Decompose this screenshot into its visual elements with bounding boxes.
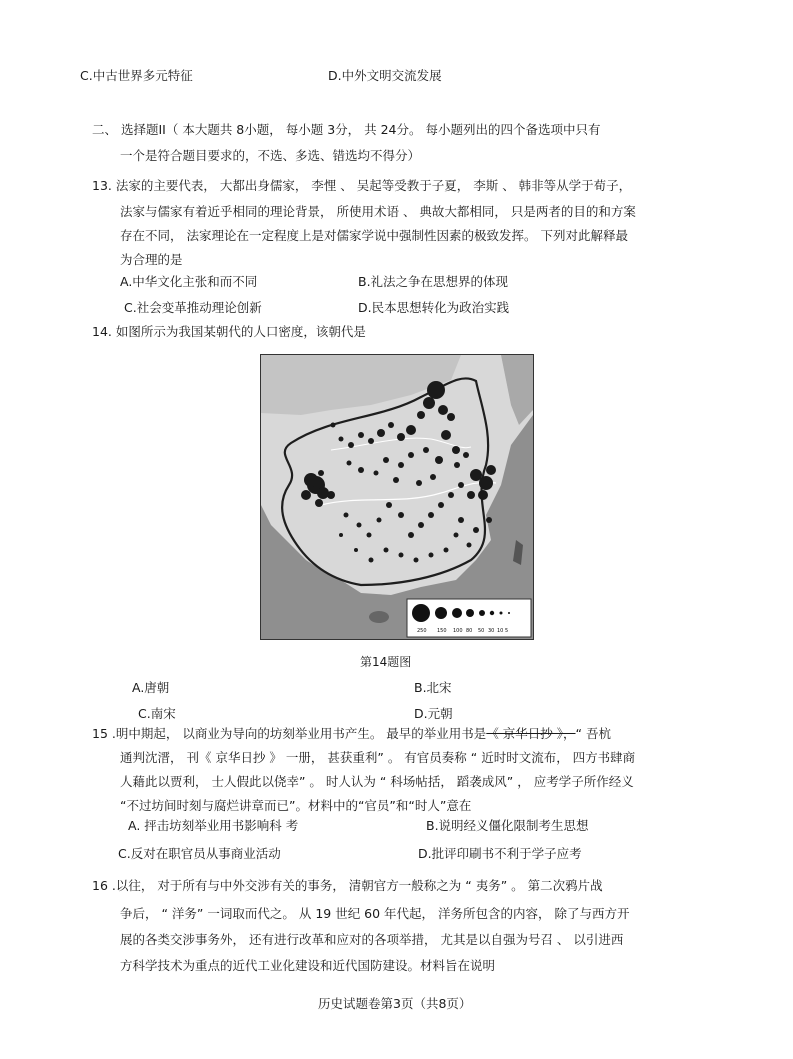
population-dot — [417, 411, 425, 419]
legend-dot — [490, 611, 494, 615]
legend-label: 50 — [478, 628, 485, 634]
population-dot — [384, 548, 389, 553]
q13-stem-line: 法家与儒家有着近乎相同的理论背景， 所使用术语 、 典故大都相同， 只是两者的目的和方案 — [120, 204, 636, 219]
population-dot — [429, 553, 434, 558]
section-heading: 二、 选择题II（ 本大题共 8小题， 每小题 3分， 共 24分。 每小题列出的四个备选项中只有 — [92, 122, 601, 137]
population-dot — [427, 381, 445, 399]
q13-option-a: A.中华文化主张和而不同 — [120, 274, 258, 289]
population-dot — [428, 512, 434, 518]
population-dot — [408, 452, 414, 458]
page-footer: 历史试题卷第3页（共8页） — [318, 996, 472, 1011]
population-dot — [347, 461, 352, 466]
legend-dot — [435, 607, 447, 619]
population-dot — [331, 423, 336, 428]
legend-label: 150 — [437, 628, 447, 634]
figure-caption: 第14题图 — [360, 655, 412, 669]
q16-stem-line: 展的各类交涉事务外， 还有进行改革和应对的各项举措， 尤其是以自强为号召 、 以引进西 — [120, 932, 624, 947]
population-dot — [318, 470, 324, 476]
population-dot — [479, 476, 493, 490]
q15-stem-line — [92, 726, 611, 742]
population-dot — [354, 548, 358, 552]
population-dot — [399, 553, 404, 558]
population-dot — [339, 533, 343, 537]
population-dot — [327, 491, 335, 499]
legend-dot — [452, 608, 462, 618]
population-dot — [430, 474, 436, 480]
legend-label: 80 — [466, 628, 473, 634]
population-dot — [386, 502, 392, 508]
legend-dot — [508, 612, 510, 614]
population-dot — [368, 438, 374, 444]
population-dot — [317, 487, 329, 499]
population-dot — [454, 533, 459, 538]
q15-option-d: D.批评印刷书不利于学子应考 — [418, 846, 582, 861]
population-dot — [447, 413, 455, 421]
population-dot — [408, 532, 414, 538]
q15-option-b: B.说明经义僵化限制考生思想 — [426, 818, 589, 833]
population-dot — [377, 429, 385, 437]
q14-option-c: C.南宋 — [138, 706, 176, 721]
legend-label: 30 — [488, 628, 495, 634]
population-dot — [344, 513, 349, 518]
q15-option-a: A. 抨击坊刻举业用书影响科 考 — [128, 818, 299, 833]
q13-option-d: D.民本思想转化为政治实践 — [358, 300, 510, 315]
population-dot — [438, 502, 444, 508]
q13-option-b: B.礼法之争在思想界的体现 — [358, 274, 509, 289]
q15-stem-line: 通判沈溍， 刊《 京华日抄 》 一册， 甚获重利” 。 有官员奏称 “ 近时时文流布， 四方书肆商 — [120, 750, 636, 765]
population-dot — [358, 432, 364, 438]
q15-stem-line: “不过坊间时刻与腐烂讲章而已”。材料中的“官员”和“时人”意在 — [120, 798, 472, 813]
population-dot — [444, 548, 449, 553]
q15-option-c: C.反对在职官员从事商业活动 — [118, 846, 281, 861]
legend-dot — [479, 610, 485, 616]
q13-option-c: C.社会变革推动理论创新 — [124, 300, 262, 315]
population-dot — [348, 442, 354, 448]
population-dot — [416, 480, 422, 486]
q16-stem-line: 16 .以往， 对于所有与中外交涉有关的事务， 清朝官方一般称之为 “ 夷务” 。 第二次鸦片战 — [92, 878, 603, 893]
population-dot — [418, 522, 424, 528]
population-dot — [393, 477, 399, 483]
population-dot — [423, 447, 429, 453]
population-density-map — [260, 354, 534, 640]
population-dot — [304, 473, 318, 487]
q13-stem-line: 13. 法家的主要代表， 大都出身儒家， 李悝 、 吴起等受教于子夏， 李斯 、 韩非等从学于荀子， — [92, 178, 632, 193]
population-dot — [452, 446, 460, 454]
population-dot — [467, 543, 472, 548]
q14-option-b: B.北宋 — [414, 680, 452, 695]
prev-option-d: D.中外文明交流发展 — [328, 68, 442, 83]
q14-stem: 14. 如图所示为我国某朝代的人口密度，该朝代是 — [92, 324, 366, 339]
population-dot — [301, 490, 311, 500]
population-dot — [454, 462, 460, 468]
population-dot — [458, 482, 464, 488]
population-dot — [339, 437, 344, 442]
population-dot — [438, 405, 448, 415]
prev-option-c: C.中古世界多元特征 — [80, 68, 193, 83]
island — [369, 611, 389, 623]
population-dot — [398, 462, 404, 468]
population-dot — [406, 425, 416, 435]
population-dot — [367, 533, 372, 538]
q15-stem-text: 15 .明中期起， 以商业为导向的坊刻举业用书产生。 最早的举业用书是 — [92, 726, 487, 741]
population-dot — [358, 467, 364, 473]
population-dot — [315, 499, 323, 507]
legend-dot — [500, 612, 503, 615]
legend-label: 250 — [417, 628, 427, 634]
legend-label: 5 — [505, 628, 509, 634]
population-dot — [448, 492, 454, 498]
legend-dot — [412, 604, 430, 622]
population-dot — [473, 527, 479, 533]
section-heading-cont: 一个是符合题目要求的，不选、多选、错选均不得分） — [120, 148, 421, 163]
legend-dot — [466, 609, 474, 617]
population-dot — [388, 422, 394, 428]
population-dot — [398, 512, 404, 518]
q16-stem-line: 方科学技术为重点的近代工业化建设和近代国防建设。材料旨在说明 — [120, 958, 496, 973]
map-svg — [261, 355, 533, 639]
population-dot — [458, 517, 464, 523]
q14-option-d: D.元朝 — [414, 706, 453, 721]
q15-struck-title: 《 京华日抄 》， — [486, 726, 576, 741]
q13-stem-line: 存在不同， 法家理论在一定程度上是对儒家学说中强制性因素的极致发挥。 下列对此解释最 — [120, 228, 628, 243]
q14-option-a: A.唐朝 — [132, 680, 170, 695]
population-dot — [423, 397, 435, 409]
q15-stem-line: 人藉此以贾利， 士人假此以侥幸” 。 时人认为 “ 科场帖括， 蹈袭成风” ， 应考学子所作经义 — [120, 774, 634, 789]
population-dot — [467, 491, 475, 499]
population-dot — [377, 518, 382, 523]
population-dot — [369, 558, 374, 563]
q15-stem-text: “ 吾杭 — [575, 726, 611, 741]
population-dot — [397, 433, 405, 441]
q13-stem-line: 为合理的是 — [120, 252, 183, 267]
q16-stem-line: 争后， “ 洋务” 一词取而代之。 从 19 世纪 60 年代起， 洋务所包含的内容， 除了与西方开 — [120, 906, 630, 921]
population-dot — [357, 523, 362, 528]
population-dot — [478, 490, 488, 500]
population-dot — [463, 452, 469, 458]
population-dot — [374, 471, 379, 476]
legend-label: 100 — [453, 628, 463, 634]
legend-label: 10 — [497, 628, 504, 634]
population-dot — [414, 558, 419, 563]
population-dot — [383, 457, 389, 463]
population-dot — [486, 517, 492, 523]
population-dot — [486, 465, 496, 475]
population-dot — [435, 456, 443, 464]
population-dot — [441, 430, 451, 440]
